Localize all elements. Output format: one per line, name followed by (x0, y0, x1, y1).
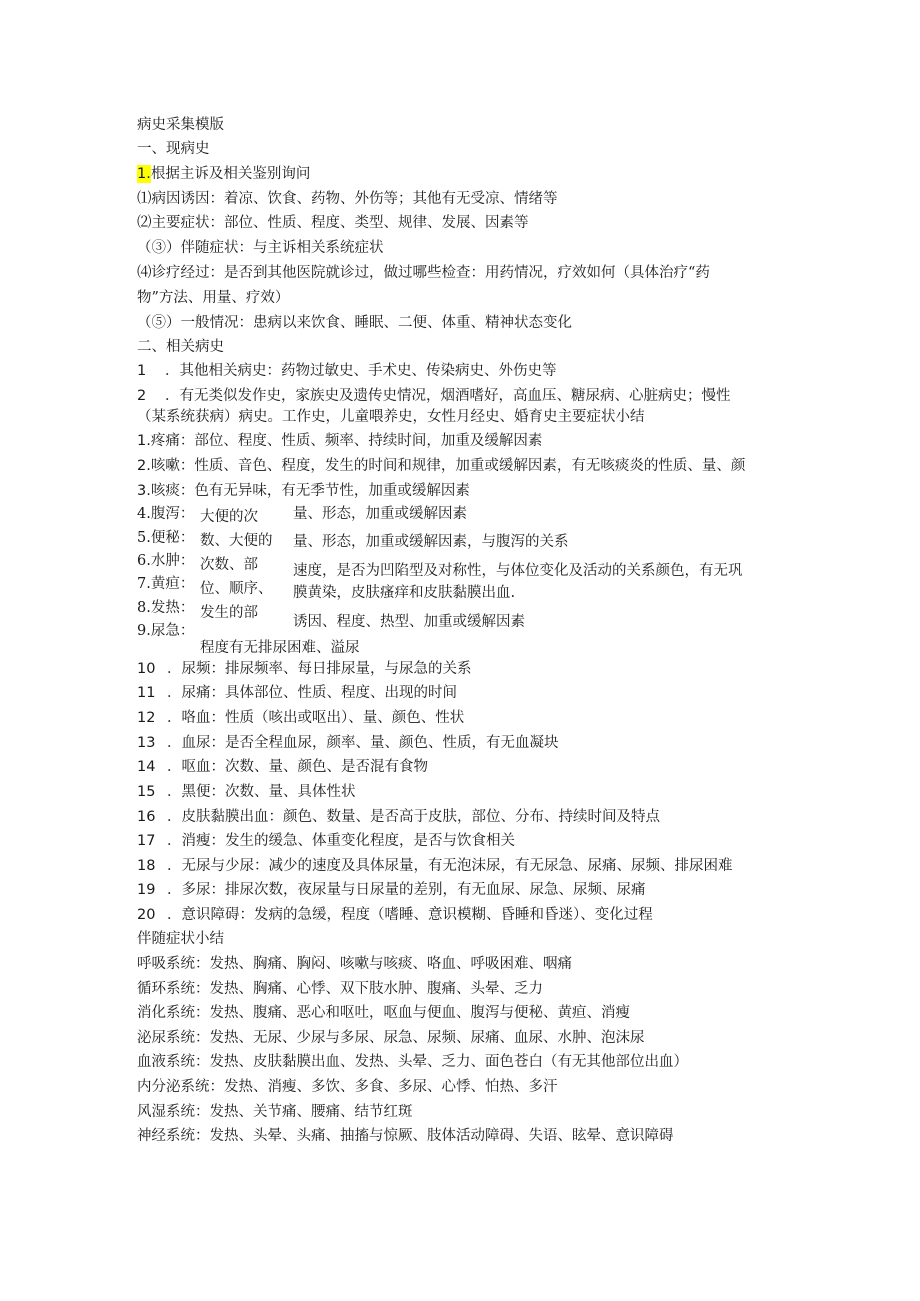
list-number: 18 (137, 858, 156, 874)
highlighted-number: 1. (137, 166, 151, 182)
symptom-item (137, 758, 428, 776)
accompany-item-digestive: 消化系统：发热、腹痛、恶心和呕吐，呕血与便血、腹泻与便秘、黄疸、消瘦 (137, 1005, 630, 1021)
symptom-right-text: 量、形态，加重或缓解因素 (293, 506, 467, 522)
related-item-1 (137, 362, 557, 380)
section-heading-present-illness: 一、现病史 (137, 141, 210, 157)
item-treatment-line2: 物”方法、用量、疗效） (137, 290, 290, 306)
list-text: ．血尿：是否全程血尿，颜率、量、颜色、性质，有无血凝块 (167, 735, 559, 751)
list-number: 12 (137, 710, 156, 726)
list-number: 15 (137, 784, 156, 800)
symptom-right-text: 速度，是否为凹陷型及对称性，与体位变化及活动的关系颜色，有无巩 (293, 563, 743, 579)
list-number: 1. (137, 433, 151, 449)
symptom-tail-text: 程度有无排尿困难、溢尿 (200, 640, 360, 656)
list-text: 疼痛：部位、程度、性质、频率、持续时间，加重及缓解因素 (150, 433, 543, 449)
symptom-item (137, 783, 356, 801)
list-text: ．其他相关病史：药物过敏史、手术史、传染病史、外伤史等 (165, 363, 557, 379)
list-text: ．皮肤黏膜出血：颜色、数量、是否高于皮肤，部位、分布、持续时间及特点 (167, 809, 660, 825)
symptom-label: 9.尿急： (137, 623, 195, 639)
subheading-1-text: 根据主诉及相关鉴别询问 (150, 166, 311, 182)
accompany-item-urinary: 泌尿系统：发热、无尿、少尿与多尿、尿急、尿频、尿痛、血尿、水肿、泡沫尿 (137, 1030, 645, 1046)
symptom-item (137, 906, 653, 924)
symptom-right-text: 膜黄染，皮肤瘙痒和皮肤黏膜出血. (293, 585, 516, 601)
item-treatment-line1: ⑷诊疗经过：是否到其他医院就诊过，做过哪些检查：用药情况，疗效如何（具体治疗“药 (137, 265, 710, 281)
symptom-item (137, 857, 733, 875)
list-text: ．多尿：排尿次数，夜尿量与日尿量的差别，有无血尿、尿急、尿频、尿痛 (167, 882, 646, 898)
list-text: ．咯血：性质（咳出或呕出）、量、颜色、性状 (167, 710, 465, 726)
item-cause: ⑴病因诱因：着凉、饮食、药物、外伤等；其他有无受凉、情绪等 (137, 191, 558, 207)
symptom-label: 7.黄疸： (137, 576, 195, 592)
accompany-item-respiratory: 呼吸系统：发热、胸痛、胸闷、咳嗽与咳痰、咯血、呼吸困难、咽痛 (137, 956, 572, 972)
list-number: 3. (137, 483, 151, 499)
list-number: 10 (137, 661, 156, 677)
symptom-middle-text: 大便的次 (200, 509, 258, 525)
symptom-item (137, 482, 470, 500)
item-accompanying: （③）伴随症状：与主诉相关系统症状 (137, 240, 384, 256)
symptom-item (137, 808, 660, 826)
list-text: ．呕血：次数、量、颜色、是否混有食物 (167, 759, 428, 775)
list-text: 咳嗽：性质、音色、程度，发生的时间和规律，加重或缓解因素，有无咳痰炎的性质、量、颜 (150, 458, 746, 474)
list-text: ．消瘦：发生的缓急、体重变化程度，是否与饮食相关 (167, 833, 515, 849)
list-number: 20 (137, 907, 156, 923)
list-text: ．有无类似发作史，家族史及遗传史情况，烟酒嗜好，高血压、糖尿病、心脏病史；慢性 (165, 388, 731, 404)
symptom-label: 6.水肿： (137, 553, 195, 569)
document-title: 病史采集模版 (137, 117, 224, 133)
list-text: ．尿频：排尿频率、每日排尿量，与尿急的关系 (167, 661, 472, 677)
accompany-item-blood: 血液系统：发热、皮肤黏膜出血、发热、头晕、乏力、面色苍白（有无其他部位出血） (137, 1054, 688, 1070)
symptom-middle-text: 次数、部 (200, 557, 258, 573)
symptom-item (137, 832, 515, 850)
symptom-item (137, 684, 457, 702)
symptom-item (137, 432, 542, 450)
symptom-item (137, 457, 745, 475)
symptom-middle-text: 发生的部 (200, 605, 258, 621)
accompany-item-endocrine: 内分泌系统：发热、消瘦、多饮、多食、多尿、心悸、怕热、多汗 (137, 1079, 558, 1095)
accompany-item-circulatory: 循环系统：发热、胸痛、心悸、双下肢水肿、腹痛、头晕、乏力 (137, 981, 543, 997)
list-text: ．尿痛：具体部位、性质、程度、出现的时间 (167, 685, 457, 701)
accompany-heading: 伴随症状小结 (137, 931, 224, 947)
symptom-label: 8.发热： (137, 600, 195, 616)
related-item-2-line1 (137, 387, 731, 405)
symptom-right-text: 诱因、程度、热型、加重或缓解因素 (293, 614, 525, 630)
list-text: ．黑便：次数、量、具体性状 (167, 784, 356, 800)
symptom-item (137, 660, 472, 678)
list-text: 咳痰：色有无异味，有无季节性，加重或缓解因素 (150, 483, 470, 499)
item-general: （⑤）一般情况：患病以来饮食、睡眠、二便、体重、精神状态变化 (137, 315, 572, 331)
symptom-middle-text: 位、顺序、 (200, 581, 273, 597)
symptom-item (137, 709, 464, 727)
symptom-label: 5.便秘： (137, 530, 195, 546)
item-main-symptoms: ⑵主要症状：部位、性质、程度、类型、规律、发展、因素等 (137, 215, 529, 231)
list-number: 17 (137, 833, 156, 849)
symptom-middle-text: 数、大便的 (200, 533, 273, 549)
related-item-2-line2: （某系统获病）病史。工作史，儿童喂养史，女性月经史、婚育史主要症状小结 (137, 409, 645, 425)
list-number: 2 (137, 388, 147, 404)
list-text: ．无尿与少尿：减少的速度及具体尿量，有无泡沫尿，有无尿急、尿痛、尿频、排尿困难 (167, 858, 733, 874)
list-number: 2. (137, 458, 151, 474)
list-number: 16 (137, 809, 156, 825)
list-text: ．意识障碍：发病的急缓，程度（嗜睡、意识模糊、昏睡和昏迷）、变化过程 (167, 907, 653, 923)
list-number: 1 (137, 363, 147, 379)
symptom-label: 4.腹泻： (137, 506, 195, 522)
symptom-item (137, 881, 646, 899)
list-number: 19 (137, 882, 156, 898)
subheading-1 (137, 165, 310, 183)
section-heading-related-history: 二、相关病史 (137, 339, 224, 355)
symptom-right-text: 量、形态，加重或缓解因素，与腹泻的关系 (293, 534, 569, 550)
accompany-item-nervous: 神经系统：发热、头晕、头痛、抽搐与惊厥、肢体活动障碍、失语、眩晕、意识障碍 (137, 1128, 674, 1144)
list-number: 11 (137, 685, 156, 701)
list-number: 13 (137, 735, 156, 751)
list-number: 14 (137, 759, 156, 775)
accompany-item-rheumatic: 风湿系统：发热、关节痛、腰痛、结节红斑 (137, 1104, 413, 1120)
symptom-item (137, 734, 559, 752)
